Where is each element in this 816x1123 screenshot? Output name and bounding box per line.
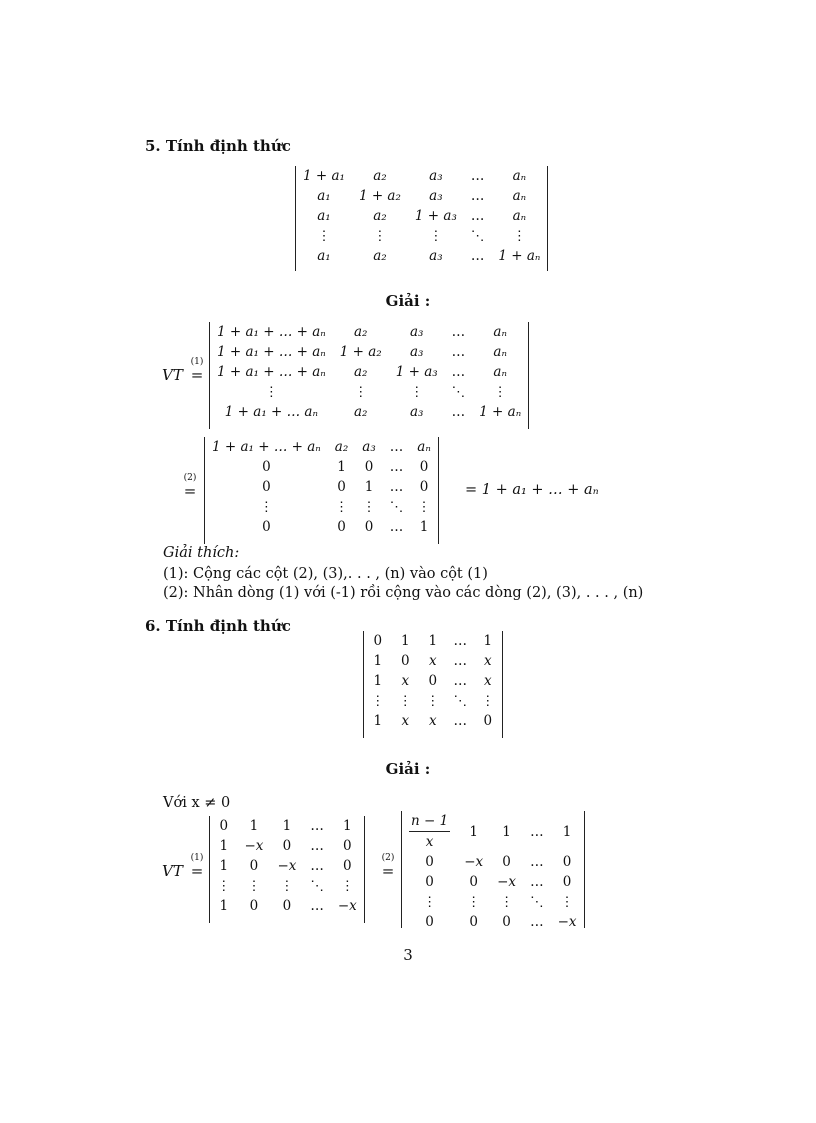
matrix-cell: x <box>428 653 437 669</box>
matrix-cell: 0 <box>343 858 352 874</box>
matrix-cell: −x <box>244 838 264 854</box>
matrix-cell: 1 <box>502 823 511 840</box>
matrix-row <box>364 691 502 711</box>
matrix-row <box>205 477 438 497</box>
matrix-cell: ⋮ <box>280 878 294 894</box>
matrix-cell: ⋮ <box>371 693 385 709</box>
matrix-cell: 0 <box>364 459 374 475</box>
matrix-cell: … <box>453 713 467 729</box>
matrix-cell: … <box>310 838 324 854</box>
matrix-cell: 1 <box>373 653 383 669</box>
matrix-row <box>210 896 364 916</box>
matrix-cell: aₙ <box>512 188 527 204</box>
matrix-row <box>402 852 584 872</box>
matrix-cell: ⋮ <box>317 228 331 244</box>
matrix-cell: 1 <box>282 818 292 834</box>
matrix-cell: a₂ <box>354 404 368 420</box>
matrix-cell: 1 <box>337 459 346 475</box>
matrix-cell: a₃ <box>429 168 443 184</box>
matrix-cell: 0 <box>343 838 352 854</box>
explain-title: Giải thích: <box>163 545 240 561</box>
matrix-cell <box>402 811 457 852</box>
matrix-cell: ⋮ <box>264 384 279 400</box>
matrix-cell: 0 <box>562 874 572 890</box>
matrix-cell: 1 <box>400 633 410 649</box>
problem6-matrix <box>364 631 502 731</box>
matrix-row <box>210 856 364 876</box>
matrix-cell: 1 <box>249 818 259 834</box>
matrix-cell: −x <box>497 874 517 890</box>
matrix-cell: 1 + aₙ <box>479 404 522 420</box>
matrix-cell: x <box>483 673 492 689</box>
matrix-cell: 1 <box>373 713 383 729</box>
matrix-cell: 1 <box>219 838 229 854</box>
matrix-cell: … <box>470 248 485 264</box>
matrix-cell: x <box>401 713 410 729</box>
page-number: 3 <box>403 946 413 964</box>
problem6-condition: Với x ≠ 0 <box>163 795 231 811</box>
explain-step1: (1): Cộng các cột (2), (3),. . . , (n) vào cột (1) <box>163 566 488 582</box>
matrix-cell: 0 <box>337 519 346 535</box>
matrix-cell: … <box>310 898 324 914</box>
problem5-solution-heading: Giải : <box>385 292 431 310</box>
matrix-cell: 0 <box>469 874 478 890</box>
problem6-step2-determinant <box>401 811 585 928</box>
matrix-row <box>364 711 502 731</box>
problem5-eq-step1: (1) = <box>190 357 204 384</box>
matrix-cell: ⋱ <box>310 878 324 894</box>
matrix-cell: aₙ <box>417 439 431 455</box>
problem5-eq-step2: (2) = <box>183 473 197 500</box>
matrix-cell: … <box>530 914 544 930</box>
matrix-cell: … <box>453 633 467 649</box>
matrix-row <box>296 206 547 226</box>
fraction-numerator: n − 1 <box>409 811 450 832</box>
matrix-cell: 1 + a₃ <box>395 364 438 380</box>
matrix-cell: … <box>451 404 466 420</box>
problem6-determinant <box>363 631 503 738</box>
matrix-cell: 0 <box>262 519 271 535</box>
matrix-row <box>402 872 584 892</box>
matrix-cell: 1 <box>373 673 383 689</box>
matrix-cell: aₙ <box>512 208 527 224</box>
matrix-cell: ⋱ <box>389 499 404 515</box>
problem5-result: = 1 + a₁ + … + aₙ <box>465 482 599 498</box>
matrix-cell: 1 + a₁ + … + aₙ <box>217 344 326 360</box>
matrix-cell: a₂ <box>354 324 368 340</box>
matrix-cell: aₙ <box>493 364 507 380</box>
matrix-cell: a₂ <box>373 208 387 224</box>
matrix-row <box>402 912 584 932</box>
matrix-cell: … <box>389 479 404 495</box>
matrix-cell: a₃ <box>429 248 443 264</box>
matrix-row <box>364 671 502 691</box>
problem5-matrix <box>296 166 547 266</box>
matrix-cell: ⋮ <box>560 894 574 910</box>
matrix-cell: a₂ <box>334 439 349 455</box>
matrix-row <box>296 226 547 246</box>
matrix-cell: 0 <box>425 874 434 890</box>
matrix-row <box>296 246 547 266</box>
matrix-cell: 1 <box>483 633 493 649</box>
problem5-vt-label: VT <box>162 366 183 384</box>
matrix-cell: −x <box>277 858 297 874</box>
matrix-cell: a₁ <box>317 208 331 224</box>
matrix-cell: ⋮ <box>422 894 437 910</box>
matrix-cell: … <box>451 364 466 380</box>
matrix-cell: ⋮ <box>247 878 261 894</box>
problem5-step1-determinant <box>209 322 529 429</box>
matrix-cell: 1 + a₂ <box>339 344 382 360</box>
matrix-cell: 0 <box>562 854 572 870</box>
matrix-cell: ⋮ <box>426 693 440 709</box>
matrix-cell: … <box>310 858 324 874</box>
matrix-cell: a₁ <box>317 188 331 204</box>
matrix-cell: … <box>451 324 466 340</box>
matrix-cell: 1 <box>469 823 478 840</box>
matrix-cell: 0 <box>249 858 259 874</box>
matrix-row <box>205 517 438 537</box>
matrix-cell: ⋮ <box>481 693 495 709</box>
matrix-cell: ⋱ <box>470 228 485 244</box>
matrix-cell: ⋮ <box>398 693 412 709</box>
explain-step2: (2): Nhân dòng (1) với (-1) rồi cộng vào các dòng (2), (3), . . . , (n) <box>163 585 644 601</box>
problem6-step2-matrix <box>402 811 584 932</box>
matrix-cell: 0 <box>428 673 438 689</box>
matrix-cell: ⋱ <box>453 693 467 709</box>
matrix-cell: a₃ <box>409 324 424 340</box>
matrix-cell: ⋮ <box>409 384 424 400</box>
step-mark: (2) <box>183 473 197 483</box>
matrix-cell: ⋮ <box>512 228 527 244</box>
matrix-cell: … <box>451 344 466 360</box>
matrix-cell: ⋮ <box>499 894 514 910</box>
matrix-cell: 0 <box>337 479 346 495</box>
problem5-step2-matrix <box>205 437 438 537</box>
matrix-cell: 0 <box>262 459 271 475</box>
matrix-row <box>364 651 502 671</box>
matrix-cell: 0 <box>483 713 493 729</box>
matrix-row <box>210 342 528 362</box>
matrix-cell: … <box>470 168 485 184</box>
matrix-cell: a₃ <box>362 439 376 455</box>
problem5-step1-matrix <box>210 322 528 422</box>
matrix-cell: 0 <box>249 898 259 914</box>
problem6-title: 6. Tính định thức <box>145 617 291 635</box>
matrix-cell: 1 + aₙ <box>498 248 541 264</box>
matrix-row <box>210 322 528 342</box>
matrix-row <box>210 362 528 382</box>
matrix-cell: … <box>530 874 544 890</box>
matrix-row <box>205 457 438 477</box>
matrix-cell: −x <box>464 854 484 870</box>
matrix-cell: ⋮ <box>417 499 431 515</box>
matrix-cell: 0 <box>419 479 429 495</box>
matrix-cell: aₙ <box>493 324 507 340</box>
matrix-cell: … <box>470 208 485 224</box>
matrix-cell: ⋮ <box>217 878 231 894</box>
matrix-cell: 1 <box>343 818 352 834</box>
matrix-cell: ⋮ <box>466 894 481 910</box>
matrix-cell: 1 <box>364 479 374 495</box>
matrix-cell: 1 + a₁ + … aₙ <box>224 404 318 420</box>
matrix-cell: 0 <box>219 818 229 834</box>
matrix-cell: 1 <box>562 823 572 840</box>
matrix-row <box>210 836 364 856</box>
matrix-cell: ⋮ <box>429 228 443 244</box>
matrix-cell: 1 <box>428 633 438 649</box>
problem6-solution-heading: Giải : <box>385 760 431 778</box>
matrix-cell: … <box>530 823 544 840</box>
matrix-cell: 0 <box>282 838 292 854</box>
matrix-cell: a₁ <box>317 248 331 264</box>
matrix-cell: a₂ <box>354 364 368 380</box>
fraction <box>409 811 450 852</box>
problem6-eq-step2: (2) = <box>381 853 395 880</box>
step-mark: (1) <box>190 357 204 367</box>
matrix-cell: ⋮ <box>362 499 376 515</box>
matrix-cell: aₙ <box>512 168 527 184</box>
matrix-cell: a₃ <box>409 404 424 420</box>
matrix-cell: ⋮ <box>340 878 355 894</box>
matrix-cell: 0 <box>364 519 374 535</box>
problem6-eq-step1: (1) = <box>190 853 204 880</box>
matrix-cell: ⋮ <box>353 384 368 400</box>
matrix-cell: ⋱ <box>530 894 544 910</box>
problem5-title: 5. Tính định thức <box>145 137 291 155</box>
matrix-cell: −x <box>557 914 577 930</box>
matrix-cell: 1 + a₁ + … + aₙ <box>217 364 326 380</box>
matrix-row <box>402 811 584 852</box>
matrix-cell: 0 <box>419 459 429 475</box>
matrix-cell: … <box>530 854 544 870</box>
matrix-cell: aₙ <box>493 344 507 360</box>
matrix-row <box>205 437 438 457</box>
matrix-cell: 0 <box>502 914 511 930</box>
matrix-cell: 1 + a₁ <box>303 168 345 184</box>
matrix-cell: a₂ <box>373 248 387 264</box>
matrix-row <box>210 382 528 402</box>
matrix-row <box>210 876 364 896</box>
matrix-row <box>402 892 584 912</box>
matrix-cell: ⋮ <box>259 499 274 515</box>
matrix-cell: 0 <box>425 854 434 870</box>
matrix-cell: 1 <box>219 858 229 874</box>
matrix-cell: … <box>470 188 485 204</box>
matrix-cell: x <box>428 713 437 729</box>
matrix-row <box>205 497 438 517</box>
matrix-cell: … <box>389 519 404 535</box>
matrix-cell: 0 <box>400 653 410 669</box>
step-mark: (2) <box>381 853 395 863</box>
matrix-cell: … <box>453 653 467 669</box>
matrix-row <box>364 631 502 651</box>
problem6-step1-matrix <box>210 816 364 916</box>
problem6-vt-label: VT <box>162 862 183 880</box>
matrix-cell: … <box>310 818 324 834</box>
matrix-cell: 1 + a₂ <box>358 188 401 204</box>
matrix-cell: a₃ <box>429 188 443 204</box>
matrix-cell: 0 <box>262 479 271 495</box>
matrix-cell: 0 <box>282 898 292 914</box>
matrix-cell: 0 <box>425 914 434 930</box>
matrix-cell: −x <box>337 898 357 914</box>
matrix-row <box>210 816 364 836</box>
matrix-cell: 0 <box>502 854 511 870</box>
matrix-cell: 0 <box>469 914 478 930</box>
step-mark: (1) <box>190 853 204 863</box>
matrix-cell: x <box>483 653 492 669</box>
matrix-cell: ⋮ <box>493 384 507 400</box>
matrix-cell: a₂ <box>373 168 387 184</box>
matrix-cell: x <box>401 673 410 689</box>
problem5-step2-determinant <box>204 437 439 544</box>
matrix-cell: 1 <box>219 898 229 914</box>
matrix-cell: 1 + a₁ + … + aₙ <box>217 324 326 340</box>
matrix-cell: ⋱ <box>451 384 466 400</box>
matrix-cell: 1 <box>419 519 429 535</box>
matrix-row <box>296 166 547 186</box>
matrix-cell: … <box>389 439 404 455</box>
matrix-cell: 0 <box>373 633 383 649</box>
matrix-cell: 1 + a₁ + … + aₙ <box>212 439 321 455</box>
fraction-denominator: x <box>425 834 434 850</box>
matrix-cell: ⋮ <box>373 228 387 244</box>
matrix-cell: … <box>389 459 404 475</box>
matrix-row <box>210 402 528 422</box>
problem5-determinant <box>295 166 548 271</box>
matrix-cell: 1 + a₃ <box>414 208 457 224</box>
matrix-cell: a₃ <box>409 344 424 360</box>
matrix-cell: ⋮ <box>334 499 349 515</box>
problem6-step1-determinant <box>209 816 365 923</box>
matrix-cell: … <box>453 673 467 689</box>
matrix-row <box>296 186 547 206</box>
